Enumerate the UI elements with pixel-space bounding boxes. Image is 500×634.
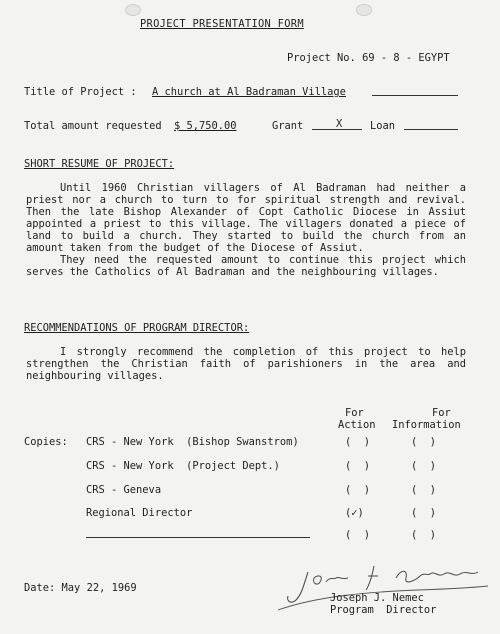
project-title-label: Title of Project : xyxy=(24,86,137,98)
copies-info-1: ( ) xyxy=(411,436,437,448)
copies-recipient-1: CRS - New York (Bishop Swanstrom) xyxy=(86,436,299,448)
date-label: Date: xyxy=(24,582,56,594)
resume-heading: SHORT RESUME OF PROJECT: xyxy=(24,158,175,170)
copies-recipient-4: Regional Director xyxy=(86,507,193,519)
copies-action-4: (✓) xyxy=(345,507,364,519)
copies-info-2: ( ) xyxy=(411,460,437,472)
form-title: PROJECT PRESENTATION FORM xyxy=(140,18,304,30)
punch-hole xyxy=(125,4,141,16)
project-number-label: Project No. xyxy=(287,52,356,64)
copies-recipient-3: CRS - Geneva xyxy=(86,484,162,496)
title-blank-line xyxy=(372,95,458,96)
copies-info-5: ( ) xyxy=(411,529,437,541)
copies-info-3: ( ) xyxy=(411,484,437,496)
punch-hole xyxy=(356,4,372,16)
resume-paragraph-1: Until 1960 Christian villagers of Al Badraman had neither a priest nor a church to turn to for spiritual strength and revival. Then the late Bishop Alexander of Copt Catholic Diocese in Assiut appointed a priest to this village. The villagers donated a piece of land to build a church. They started to build the church from an amount taken from the budget of the Diocese of Assiut. xyxy=(26,182,466,254)
copies-action-2: ( ) xyxy=(345,460,371,472)
amount-value: $ 5,750.00 xyxy=(174,120,237,132)
copies-label: Copies: xyxy=(24,436,68,448)
date-value: May 22, 1969 xyxy=(61,582,137,594)
col-action-header-line2: Action xyxy=(338,419,376,431)
project-number-value: 69 - 8 - EGYPT xyxy=(362,52,450,64)
resume-paragraph-2: They need the requested amount to continue this project which serves the Catholics of Al Badraman and the neighbouring villages. xyxy=(26,254,466,278)
project-number xyxy=(287,52,450,64)
col-action-header-line1: For xyxy=(345,407,364,419)
signer-title: Program Director xyxy=(330,604,437,616)
copies-action-1: ( ) xyxy=(345,436,371,448)
project-title-value: A church at Al Badraman Village xyxy=(152,86,346,98)
col-info-header-line1: For xyxy=(432,407,451,419)
signer-name: Joseph J. Nemec xyxy=(330,592,424,604)
copies-recipient-2: CRS - New York (Project Dept.) xyxy=(86,460,280,472)
loan-label: Loan xyxy=(370,120,396,132)
recommendations-text: I strongly recommend the completion of this project to help strengthen the Christian faith of parishioners in the area and neighbouring villages. xyxy=(26,346,466,382)
copies-action-5: ( ) xyxy=(345,529,371,541)
date xyxy=(24,582,137,594)
copies-info-4: ( ) xyxy=(411,507,437,519)
grant-label: Grant xyxy=(272,120,304,132)
copies-blank-line xyxy=(86,537,310,538)
amount-label: Total amount requested xyxy=(24,120,162,132)
grant-mark: X xyxy=(336,118,343,130)
col-info-header-line2: Information xyxy=(392,419,461,431)
loan-blank-line xyxy=(404,129,458,130)
recommendations-heading: RECOMMENDATIONS OF PROGRAM DIRECTOR: xyxy=(24,322,250,334)
copies-action-3: ( ) xyxy=(345,484,371,496)
